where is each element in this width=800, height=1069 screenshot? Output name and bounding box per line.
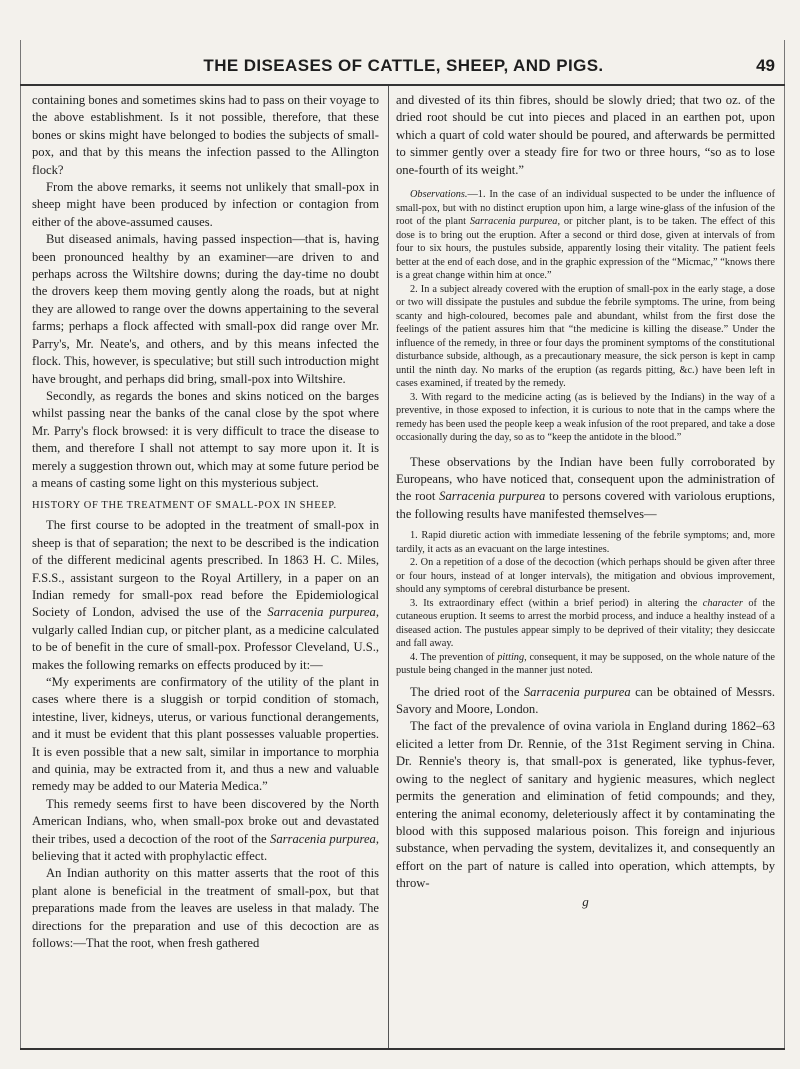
paragraph: and divested of its thin fibres, should be slowly dried; that two oz. of the dried root should be cut into pieces and placed in an earthen pot, upon which a quart of cold water should be poured, and afterwards be permitted to simmer gently over a steady fire for two or three hours, “so as to lose one-fourth of its weight.” [396,93,775,177]
observations-label: Observations. [410,189,468,201]
result-4: 4. The prevention of pitting, consequent, it may be supposed, on the whole nature of the pustule being changed in the manner just noted. [396,651,775,677]
paragraph: These observations by the Indian have been fully corroborated by Europeans, who have noticed that, consequent upon the administration of the root Sarracenia purpurea to persons covered with variolous eruptions, the following results have manifested themselves— [396,454,776,521]
running-header [26,50,781,80]
paragraph: The dried root of the Sarracenia purpurea can be obtained of Messrs. Savory and Moore, London. [396,684,775,717]
page-number: 49 [756,56,775,75]
paragraph: Secondly, as regards the bones and skins noticed on the barges whilst passing near the banks of the canal close by the spot where Mr. Parry's flock browsed: it is very difficult to trace the disease to them, and therefore I shall not attempt to say more upon it. It is merely a suggestion thrown out, which may at some future period be a means of casting some light on this mysterious subject. [32,388,379,490]
page-border-right [784,40,785,1050]
species-name: Sarracenia purpurea [267,605,376,620]
species-name: Sarracenia purpurea [469,216,558,228]
paragraph: This remedy seems first to have been discovered by the North American Indians, who, when small-pox broke out and devastated their tribes, used a decoction of the root of the Sarracenia purpurea, believing that it acted with prophylactic effect. [32,796,379,864]
paragraph: The first course to be adopted in the treatment of small-pox in sheep is that of separation; the next to be described is the indication of the different medicinal agents prescribed. In 1863 H. C. Miles, F.S.S., assistant surgeon to the Royal Artillery, in a paper on an Indian remedy for small-pox read before the Epidemiological Society of London, advised the use of the Sarracenia purpurea, vulgarly called Indian cup, or pitcher plant, as a medicine calculated to be of benefit in the cure of small-pox. Professor Cleveland, U.S., makes the following remarks on effects produced by it:— [32,518,379,672]
signature-mark: g [582,893,589,909]
paragraph: The fact of the prevalence of ovina variola in England during 1862–63 elicited a letter from Dr. Rennie, of the 31st Regiment serving in China. Dr. Rennie's theory is, that small-pox is generated, like typhus-fever, owing to the neglect of sanitary and hygienic measures, which neglect permits the generation and elimination of fetid compounds; and they, entering the animal economy, deleteriously affect it by contaminating the blood with this supposed malarious poison. This foreign and injurious substance, when pervading the system, devitalizes it, and consequently an effort on the part of nature is called into operation, which attempts, by throw- [396,719,775,891]
paragraph: containing bones and sometimes skins had to pass on their voyage to the above establishment. Is it not possible, therefore, that these bones or skins might have belonged to bodies the subjects of small-pox, and that by this means the infection passed to the Allington flock? [32,93,379,177]
result-1: 1. Rapid diuretic action with immediate lessening of the febrile symptoms; and, more tardily, it acts as an evacuant on the large intestines. [396,530,775,555]
paragraph: From the above remarks, it seems not unlikely that small-pox in sheep might have been produced by infection or contagion from either of the above-assumed causes. [32,180,379,229]
header-title: THE DISEASES OF CATTLE, SHEEP, AND PIGS. [203,56,604,75]
species-name: Sarracenia purpurea [523,684,631,699]
result-3: 3. Its extraordinary effect (within a brief period) in altering the character of the cutaneous eruption. It seems to arrest the morbid process, and induce a healthy instead of a diseased action. The pustules appear simply to be deprived of their vitality; they desiccate and fall away. [396,597,775,650]
book-page [20,0,785,1069]
section-heading: HISTORY OF THE TREATMENT OF SMALL-POX IN SHEEP. [32,500,337,512]
observation-2: 2. In a subject already covered with the eruption of small-pox in the early stage, a dose or two will dissipate the pustules and subdue the febrile symptoms. The urine, from being scanty and high-coloured, becomes pale and abundant, whilst from the first dose the feelings of the patient assures him that “the medicine is killing the disease.” Under the influence of the remedy, in three or four days the prominent symptoms of the constitutional disturbance subside, although, as a precautionary measure, the sick person is kept in camp until the ninth day. No marks of the eruption (as regards pitting, &c.) have been left in cases examined, if treated by the remedy. [396,283,775,390]
observation-3: 3. With regard to the medicine acting (as is believed by the Indians) in the way of a preventive, in those exposed to infection, it is curious to note that in the camps where the remedy has been used the people keep a weak infusion of the root prepared, and take a dose occasionally during the day, so as to “keep the antidote in the blood.” [396,391,775,444]
right-column [396,92,775,910]
footer-rule [20,1048,785,1050]
species-name: Sarracenia purpurea [439,489,546,504]
quotation: “My experiments are confirmatory of the utility of the plant in cases where there is a sluggish or torpid condition of stomach, intestine, liver, kidneys, uterus, or various functional derangements, and it must be evident that this plant possesses valuable properties. It is even possible that a new salt, similar in importance to morphia and quinia, may be extracted from it, and thus a new and valuable remedy may be added to our Materia Medica.” [32,675,379,794]
result-2: 2. On a repetition of a dose of the decoction (which perhaps should be given after three or four hours, instead of at longer intervals), the mitigation and obvious improvement, should any symptoms of cerebral disturbance be present. [396,557,775,596]
header-rule [20,84,785,86]
paragraph: An Indian authority on this matter asserts that the root of this plant alone is beneficial in the treatment of small-pox, but that preparations made from the leaves are useless in that malady. The directions for the preparation and use of this decoction are as follows:—That the root, when fresh gathered [32,866,379,951]
left-column [32,92,379,953]
column-divider [388,86,389,1048]
observation-1: Observations.—1. In the case of an individual suspected to be under the influence of small-pox, but with no distinct eruption upon him, a large wine-glass of the infusion of the root of the plant Sarracenia purpurea, or pitcher plant, is to be taken. The effect of this dose is to bring out the eruption. After a second or third dose, given at intervals of from four to six hours, the pustules subside, apparently losing their vitality. The patient feels better at the end of each dose, and in the graphic expression of the “Micmac,” “knows there is a great change within him at once.” [396,189,776,282]
species-name: Sarracenia purpurea [270,831,376,846]
page-border-left [20,40,21,1050]
paragraph: But diseased animals, having passed inspection—that is, having been pronounced healthy by an examiner—are driven to and perhaps across the Wiltshire downs; during the day-time no doubt the drovers keep them moving gently along the roads, but at night they are allowed to range over the downs appertaining to the several farms; perhaps a flock affected with small-pox did range over Mr. Parry's, Mr. Neate's, and others, and by this means infected the flock. This, however, is speculative; but still such introduction might have brought, and perhaps did bring, small-pox into Wiltshire. [32,232,379,386]
